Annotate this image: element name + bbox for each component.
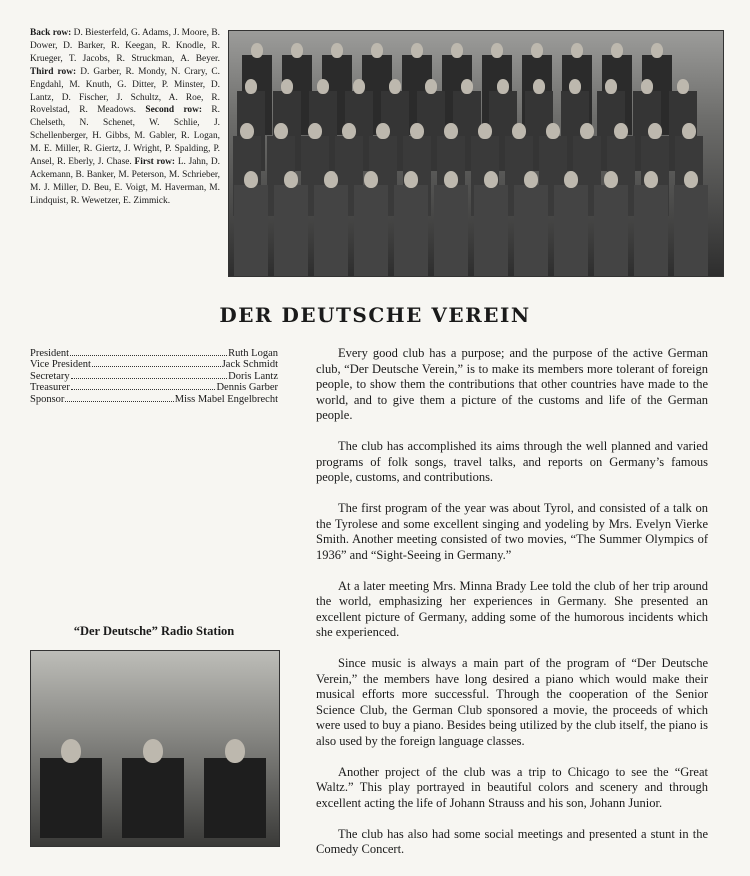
photo-face xyxy=(546,123,559,139)
third-row-names: D. Garber, R. Mondy, N. Crary, C. Engdahl, M. Knuth, G. Ditter, P. Minster, D. Lantz, D. Fischer, J. Schultz, A. Roe, R. Rovelstad, R. Meadows. xyxy=(30,66,220,116)
photo-face xyxy=(376,123,389,139)
photo-face xyxy=(240,123,253,139)
photo-face xyxy=(444,171,458,188)
photo-figure xyxy=(314,185,348,277)
photo-face xyxy=(251,43,264,58)
paragraph: The club has also had some social meetings and presented a stunt in the Comedy Concert. xyxy=(316,826,708,856)
officer-name: Doris Lantz xyxy=(228,370,278,382)
photo-face xyxy=(461,79,474,94)
paragraph: At a later meeting Mrs. Minna Brady Lee told the club of her trip around the world, emphasizing her experiences in Germany. She presented an excellent picture of Germany, adding some of the humorous incidents which she experienced. xyxy=(316,578,708,639)
photo-figure xyxy=(40,758,102,838)
officer-name: Jack Schmidt xyxy=(221,359,278,371)
photo-face xyxy=(410,123,423,139)
second-row-label: Second row: xyxy=(145,105,203,116)
radio-photo-caption: “Der Deutsche” Radio Station xyxy=(73,624,235,638)
photo-face xyxy=(244,171,258,188)
photo-face xyxy=(571,43,584,58)
photo-face xyxy=(324,171,338,188)
officer-row xyxy=(30,382,278,393)
photo-figure xyxy=(394,185,428,277)
photo-face xyxy=(317,79,330,94)
photo-face xyxy=(364,171,378,188)
group-photo-caption xyxy=(30,27,220,208)
photo-face xyxy=(281,79,294,94)
photo-face xyxy=(425,79,438,94)
photo-face xyxy=(648,123,661,139)
photo-face xyxy=(497,79,510,94)
paragraph: Since music is always a main part of the program of “Der Deutsche Verein,” the members have long desired a piano which would make their musical efforts more successful. Through the cooperation of the Senior Science Club, the German Club sponsored a movie, the proceeds of which were used to buy a piano. Besides being utilized by the club itself, the piano is also used by the foreign language classes. xyxy=(316,656,708,748)
group-photo xyxy=(228,30,724,277)
photo-face xyxy=(605,79,618,94)
officer-role: Sponsor xyxy=(30,393,65,405)
paragraph: Every good club has a purpose; and the purpose of the active German club, “Der Deutsche Verein,” is to make its members more tolerant of foreign people, to show them the contributions that other countries have made to the world, and to give them a picture of the customs and life of the German people. xyxy=(316,346,708,422)
officer-row xyxy=(30,359,278,370)
photo-figure xyxy=(354,185,388,277)
photo-face xyxy=(245,79,258,94)
first-row-label: First row: xyxy=(134,157,176,168)
officer-role: Secretary xyxy=(30,370,70,382)
photo-face xyxy=(371,43,384,58)
photo-face xyxy=(284,171,298,188)
officer-role: Treasurer xyxy=(30,382,70,394)
photo-face xyxy=(677,79,690,94)
photo-figure xyxy=(514,185,548,277)
photo-face xyxy=(524,171,538,188)
third-row-label: Third row: xyxy=(30,66,77,77)
photo-figure xyxy=(594,185,628,277)
officers-list xyxy=(30,348,278,405)
officer-name: Ruth Logan xyxy=(228,348,278,359)
photo-figure xyxy=(234,185,268,277)
photo-figure xyxy=(554,185,588,277)
paragraph: The first program of the year was about Tyrol, and consisted of a talk on the Tyrolese and some excellent singing and yodeling by Mrs. Evelyn Vierke Smith. Another meeting consisted of two movies, “The Summer Olympics of 1936” and “Sight-Seeing in Germany.” xyxy=(316,501,708,562)
photo-face xyxy=(564,171,578,188)
page-title: DER DEUTSCHE VEREIN xyxy=(219,303,531,327)
photo-figure xyxy=(434,185,468,277)
photo-face xyxy=(143,739,163,763)
photo-figure xyxy=(122,758,184,838)
photo-figure xyxy=(674,185,708,277)
officer-name: Miss Mabel Engelbrecht xyxy=(174,393,278,405)
photo-face xyxy=(614,123,627,139)
photo-face xyxy=(291,43,304,58)
photo-face xyxy=(682,123,695,139)
photo-face xyxy=(478,123,491,139)
photo-face xyxy=(604,171,618,188)
back-row-label: Back row: xyxy=(30,28,72,38)
article-body xyxy=(316,346,708,873)
photo-face xyxy=(353,79,366,94)
photo-face xyxy=(61,739,81,763)
officer-row xyxy=(30,348,278,359)
officer-row xyxy=(30,371,278,382)
photo-face xyxy=(274,123,287,139)
photo-face xyxy=(580,123,593,139)
photo-face xyxy=(451,43,464,58)
photo-face xyxy=(389,79,402,94)
second-row-names: R. Chelseth, N. Schenet, W. Schlie, J. Schellenberger, H. Gibbs, M. Gabler, R. Logan, M. E. Miller, R. Giertz, J. Wright, P. Spalding, P. Ansel, R. Eberly, J. Chase. xyxy=(30,105,221,168)
officer-name: Dennis Garber xyxy=(216,382,278,394)
photo-figure xyxy=(204,758,266,838)
photo-face xyxy=(484,171,498,188)
photo-face xyxy=(404,171,418,188)
photo-face xyxy=(641,79,654,94)
photo-figure xyxy=(634,185,668,277)
paragraph: Another project of the club was a trip to Chicago to see the “Great Waltz.” This play portrayed in beautiful colors and scenery and through excellent acting the life of Johann Strauss and his son, Johann Junior. xyxy=(316,764,708,810)
officer-role: Vice President xyxy=(30,359,91,371)
photo-face xyxy=(531,43,544,58)
officer-row xyxy=(30,394,278,405)
photo-face xyxy=(411,43,424,58)
photo-face xyxy=(491,43,504,58)
photo-face xyxy=(331,43,344,58)
officer-role: President xyxy=(30,348,70,359)
photo-face xyxy=(651,43,664,58)
photo-face xyxy=(225,739,245,763)
photo-face xyxy=(611,43,624,58)
photo-face xyxy=(569,79,582,94)
photo-figure xyxy=(474,185,508,277)
photo-face xyxy=(308,123,321,139)
photo-figure xyxy=(274,185,308,277)
photo-face xyxy=(444,123,457,139)
photo-face xyxy=(684,171,698,188)
photo-face xyxy=(342,123,355,139)
photo-face xyxy=(512,123,525,139)
photo-face xyxy=(644,171,658,188)
photo-face xyxy=(533,79,546,94)
first-row-names: L. Jahn, D. Ackemann, B. Banker, M. Peterson, M. Schrieber, M. J. Miller, D. Beu, E. Voigt, M. Haverman, M. Lindquist, R. Wewetzer, E. Zimmick. xyxy=(30,157,221,206)
back-row-names: D. Biesterfeld, G. Adams, J. Moore, B. Dower, D. Barker, R. Keegan, R. Knodle, R. Krueger, T. Jacobs, R. Struckman, A. Beyer. xyxy=(30,28,221,64)
radio-station-photo xyxy=(30,650,280,847)
paragraph: The club has accomplished its aims through the well planned and varied programs of folk songs, travel talks, and reports on Germany’s famous people, customs, and contributions. xyxy=(316,439,708,484)
